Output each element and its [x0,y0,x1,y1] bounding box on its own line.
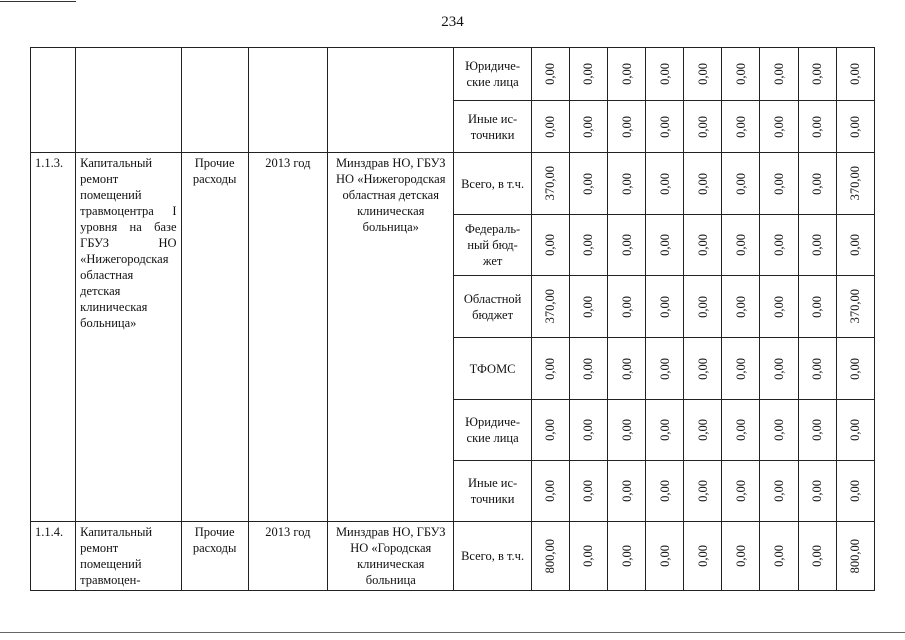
item-year: 2013 год [248,153,327,522]
value-cell: 0,00 [646,101,684,153]
value-cell: 0,00 [646,461,684,522]
empty-cell [76,48,181,153]
value-cell: 0,00 [607,522,645,591]
value-cell: 0,00 [760,276,798,338]
value-cell: 0,00 [531,461,569,522]
item-executor: Минздрав НО, ГБУЗ НО «Городская клиническая больница [328,522,454,591]
value-cell: 0,00 [836,461,874,522]
value-cell: 0,00 [798,338,836,400]
table-row [31,48,875,101]
empty-cell [248,48,327,153]
value-cell: 0,00 [760,461,798,522]
value-cell: 0,00 [760,101,798,153]
empty-cell [328,48,454,153]
table-row [31,522,875,591]
value-cell: 0,00 [607,153,645,215]
value-cell: 0,00 [531,338,569,400]
item-number: 1.1.3. [31,153,76,522]
value-cell: 0,00 [798,400,836,461]
item-description: Капитальный ремонт помещений травмоцентра I уровня на базе ГБУЗ НО «Нижегородская областная детская клиническая больница» [76,153,181,522]
value-cell: 0,00 [836,338,874,400]
value-cell: 0,00 [836,48,874,101]
value-cell: 0,00 [607,101,645,153]
value-cell: 0,00 [684,48,722,101]
value-cell: 0,00 [646,400,684,461]
funding-source: Юридиче- ские лица [454,400,531,461]
value-cell: 0,00 [569,101,607,153]
funding-source: Иные ис- точники [454,461,531,522]
item-number: 1.1.4. [31,522,76,591]
value-cell: 0,00 [684,522,722,591]
value-cell: 0,00 [646,153,684,215]
value-cell: 0,00 [722,153,760,215]
item-executor: Минздрав НО, ГБУЗ НО «Нижегородская областная детская клиническая больница» [328,153,454,522]
funding-source: ТФОМС [454,338,531,400]
value-cell: 0,00 [798,48,836,101]
value-cell: 0,00 [646,276,684,338]
value-cell: 0,00 [569,400,607,461]
funding-source: Федераль- ный бюд- жет [454,215,531,276]
value-cell: 0,00 [722,400,760,461]
value-cell: 0,00 [722,48,760,101]
top-rule [0,1,76,2]
value-cell: 370,00 [531,276,569,338]
value-cell: 0,00 [607,338,645,400]
value-cell: 0,00 [607,48,645,101]
item-year: 2013 год [248,522,327,591]
funding-source: Всего, в т.ч. [454,153,531,215]
value-cell: 0,00 [646,522,684,591]
value-cell: 0,00 [760,522,798,591]
value-cell: 0,00 [531,101,569,153]
funding-source: Областной бюджет [454,276,531,338]
value-cell: 0,00 [646,338,684,400]
value-cell: 0,00 [836,215,874,276]
expense-type: Прочие расходы [181,522,248,591]
value-cell: 0,00 [722,101,760,153]
value-cell: 0,00 [569,276,607,338]
value-cell: 0,00 [684,101,722,153]
page-number: 234 [441,14,464,30]
value-cell: 0,00 [569,48,607,101]
value-cell: 800,00 [531,522,569,591]
value-cell: 0,00 [798,215,836,276]
value-cell: 0,00 [607,215,645,276]
value-cell: 0,00 [531,48,569,101]
table-row [31,153,875,215]
value-cell: 0,00 [798,522,836,591]
budget-table [30,47,875,591]
value-cell: 0,00 [607,400,645,461]
bottom-rule [0,632,905,633]
funding-source: Юридиче- ские лица [454,48,531,101]
value-cell: 0,00 [798,153,836,215]
value-cell: 0,00 [836,400,874,461]
value-cell: 0,00 [722,522,760,591]
value-cell: 0,00 [722,461,760,522]
value-cell: 0,00 [760,400,798,461]
value-cell: 370,00 [531,153,569,215]
value-cell: 0,00 [760,215,798,276]
value-cell: 0,00 [760,48,798,101]
value-cell: 0,00 [646,48,684,101]
empty-cell [31,48,76,153]
value-cell: 0,00 [836,101,874,153]
value-cell: 0,00 [569,338,607,400]
value-cell: 0,00 [531,215,569,276]
value-cell: 0,00 [722,276,760,338]
value-cell: 0,00 [531,400,569,461]
value-cell: 0,00 [569,153,607,215]
value-cell: 370,00 [836,153,874,215]
value-cell: 0,00 [569,522,607,591]
value-cell: 0,00 [607,461,645,522]
value-cell: 0,00 [722,338,760,400]
funding-source: Иные ис- точники [454,101,531,153]
value-cell: 0,00 [760,338,798,400]
value-cell: 0,00 [798,276,836,338]
value-cell: 370,00 [836,276,874,338]
value-cell: 0,00 [760,153,798,215]
value-cell: 800,00 [836,522,874,591]
value-cell: 0,00 [684,215,722,276]
empty-cell [181,48,248,153]
value-cell: 0,00 [684,461,722,522]
value-cell: 0,00 [684,276,722,338]
value-cell: 0,00 [722,215,760,276]
value-cell: 0,00 [607,276,645,338]
value-cell: 0,00 [569,461,607,522]
expense-type: Прочие расходы [181,153,248,522]
item-description: Капитальный ремонт помещений травмоцен- [76,522,181,591]
value-cell: 0,00 [569,215,607,276]
value-cell: 0,00 [684,338,722,400]
value-cell: 0,00 [684,153,722,215]
value-cell: 0,00 [798,101,836,153]
value-cell: 0,00 [798,461,836,522]
value-cell: 0,00 [684,400,722,461]
funding-source: Всего, в т.ч. [454,522,531,591]
value-cell: 0,00 [646,215,684,276]
